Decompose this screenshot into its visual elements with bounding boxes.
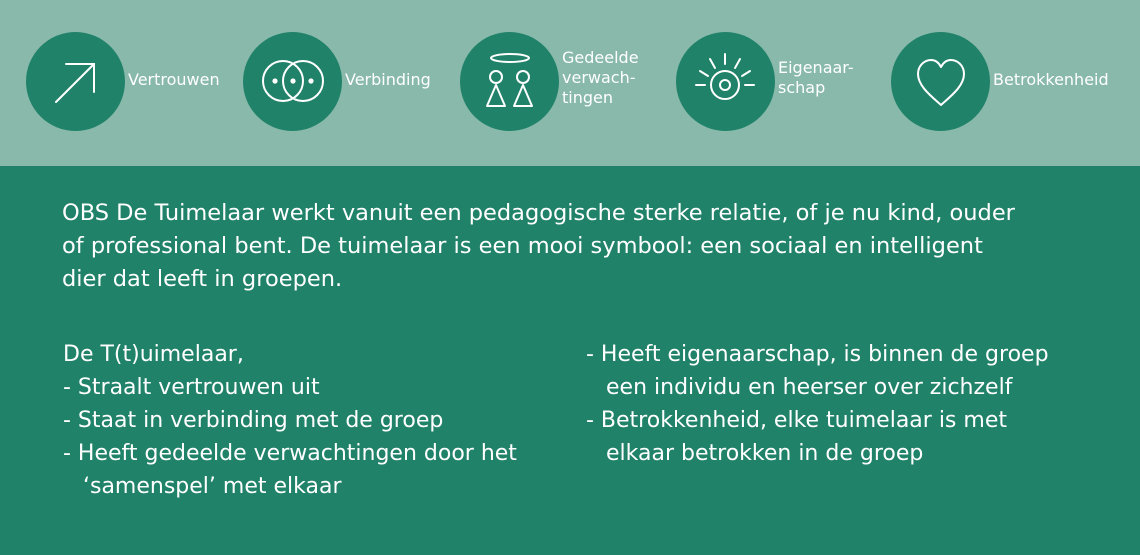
intro-line: OBS De Tuimelaar werkt vanuit een pedagogische sterke relatie, of je nu kind, ouder xyxy=(62,200,1015,226)
value-label: Eigenaar- schap xyxy=(778,58,854,97)
heart-icon xyxy=(891,32,990,131)
traits-heading: De T(t)uimelaar, xyxy=(63,342,244,367)
two-figures-halo-icon xyxy=(460,32,559,131)
arrow-up-right-icon xyxy=(26,32,125,131)
trait-item: - Betrokkenheid, elke tuimelaar is met elkaar betrokken in de groep xyxy=(586,408,1007,466)
trait-item: - Heeft eigenaarschap, is binnen de groep een individu en heerser over zichzelf xyxy=(586,342,1049,400)
overlapping-circles-icon xyxy=(243,32,342,131)
traits-list-right xyxy=(586,338,1066,470)
intro-line: of professional bent. De tuimelaar is een mooi symbool: een sociaal en intelligent xyxy=(62,233,983,259)
traits-list-left xyxy=(63,338,553,503)
intro-paragraph xyxy=(62,197,1092,296)
trait-item: - Heeft gedeelde verwachtingen door het ‘samenspel’ met elkaar xyxy=(63,441,517,499)
intro-line: dier dat leeft in groepen. xyxy=(62,266,343,292)
value-circle xyxy=(243,32,342,131)
values-band xyxy=(0,0,1140,166)
value-label: Vertrouwen xyxy=(128,70,220,89)
trait-item: - Staat in verbinding met de groep xyxy=(63,408,444,433)
value-circle xyxy=(26,32,125,131)
value-label: Betrokkenheid xyxy=(993,70,1109,89)
value-circle xyxy=(891,32,990,131)
value-label: Verbinding xyxy=(345,70,431,89)
trait-item: - Straalt vertrouwen uit xyxy=(63,375,320,400)
value-label: Gedeelde verwach- tingen xyxy=(562,48,639,107)
sun-rays-icon xyxy=(676,32,775,131)
value-circle xyxy=(460,32,559,131)
value-circle xyxy=(676,32,775,131)
